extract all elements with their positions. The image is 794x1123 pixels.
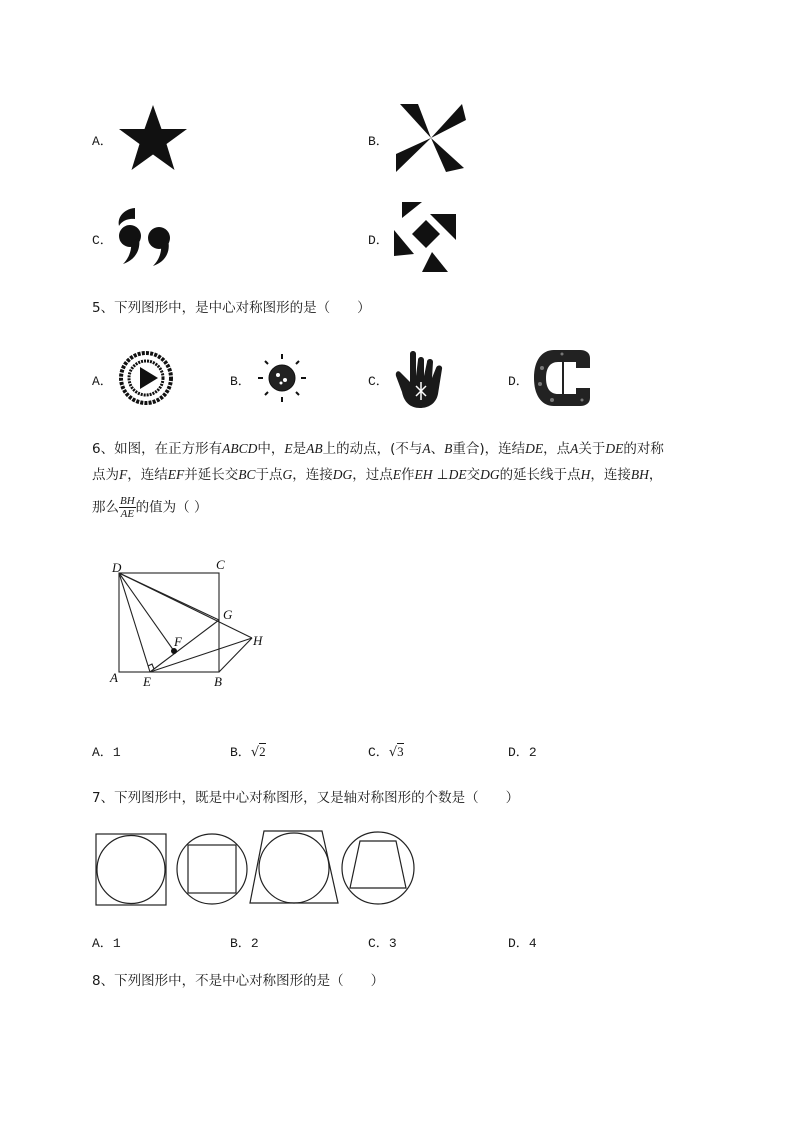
label-e: E xyxy=(143,674,151,689)
q6-option-c[interactable]: C．√3 xyxy=(368,744,404,760)
q7-option-c[interactable]: C．3 xyxy=(368,936,397,951)
q5-option-c-label[interactable]: C． xyxy=(368,374,389,389)
q6-stem-line-1: 6、如图，在正方形有ABCD中，E是AB上的动点，(不与A、B重合)，连结DE，点A关于DE的对称 xyxy=(92,441,664,457)
circle-in-square-figure xyxy=(96,834,166,905)
q6-stem-line-2: 点为F，连结EF并延长交BC于点G，连接DG，过点E作EH ⊥DE交DG的延长线于点H，连接BH， xyxy=(92,467,663,483)
q6-option-b[interactable]: B．√2 xyxy=(230,744,266,760)
five-point-star-figure xyxy=(117,103,189,173)
q6-option-a[interactable]: A．1 xyxy=(92,745,121,760)
q5-option-a-label[interactable]: A． xyxy=(92,374,113,389)
label-g: G xyxy=(223,607,233,622)
trapezoid-in-circle-figure xyxy=(342,832,414,904)
q7-option-b[interactable]: B．2 xyxy=(230,936,259,951)
label-b: B xyxy=(214,674,222,689)
sun-figure xyxy=(254,350,310,406)
q5-option-b-label[interactable]: B． xyxy=(230,374,251,389)
q6-option-d[interactable]: D．2 xyxy=(508,745,537,760)
hand-figure xyxy=(394,346,452,410)
square-geometry-figure xyxy=(104,556,274,690)
label-c: C xyxy=(216,557,225,572)
pinwheel-triangles-figure xyxy=(394,102,468,174)
label-a: A xyxy=(110,670,118,685)
double-comma-figure xyxy=(115,206,177,268)
label-h: H xyxy=(253,633,263,648)
q4-option-a-label[interactable]: A． xyxy=(92,134,113,149)
label-d: D xyxy=(112,560,122,575)
q8-stem: 8、下列图形中，不是中心对称图形的是（ ） xyxy=(92,973,385,989)
q7-option-a[interactable]: A．1 xyxy=(92,936,121,951)
q5-option-d-label[interactable]: D． xyxy=(508,374,529,389)
q5-stem: 5、下列图形中，是中心对称图形的是（ ） xyxy=(92,300,371,316)
circle-in-trapezoid-figure xyxy=(250,831,338,903)
q7-stem: 7、下列图形中，既是中心对称图形，又是轴对称图形的个数是（ ） xyxy=(92,790,520,806)
letter-c-emblem-figure xyxy=(532,348,594,408)
q6-stem-line-3: 那么 $\frac{BH}{AE}$ 的值为（ ） xyxy=(92,495,208,520)
q4-option-d-label[interactable]: D． xyxy=(368,233,389,248)
q4-option-b-label[interactable]: B． xyxy=(368,134,389,149)
square-with-triangles-figure xyxy=(392,200,458,272)
q7-option-d[interactable]: D．4 xyxy=(508,936,537,951)
q4-option-c-label[interactable]: C． xyxy=(92,233,113,248)
play-button-circle-figure xyxy=(118,350,174,406)
bh-over-ae-fraction: $\frac{BH}{AE}$ xyxy=(120,495,135,520)
q7-figures xyxy=(94,828,418,908)
label-f: F xyxy=(174,634,182,649)
square-in-circle-figure xyxy=(177,834,247,904)
